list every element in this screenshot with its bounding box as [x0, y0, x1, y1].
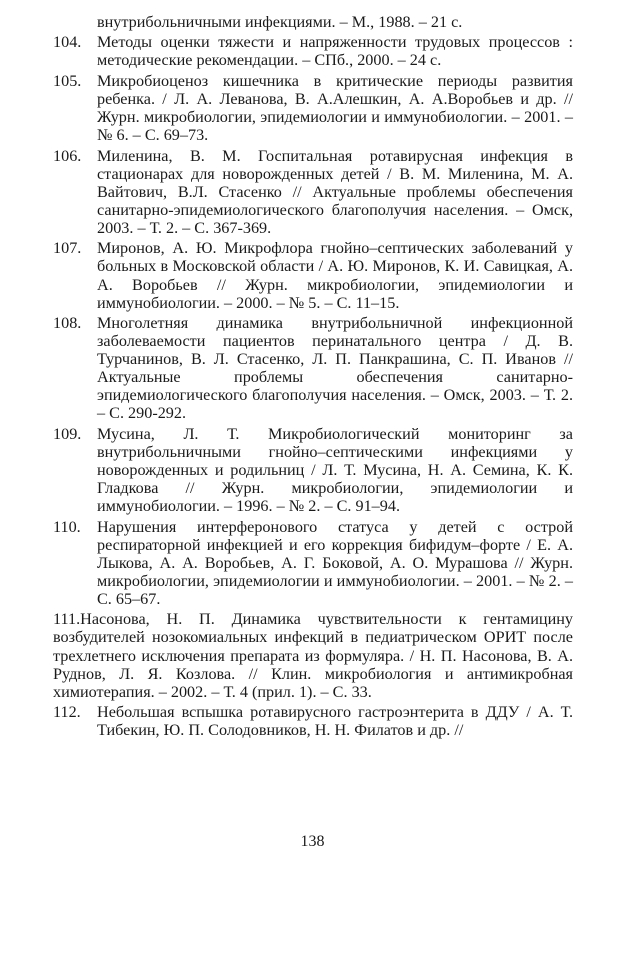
bibliography-entry-109	[53, 425, 573, 515]
entry-number: 107.	[53, 239, 82, 258]
entry-text: Методы оценки тяжести и напряженности трудовых процессов : методические рекомендации. – СПб., 2000. – 24 с.	[97, 33, 573, 70]
entry-text: Многолетняя динамика внутрибольничной инфекционной заболеваемости пациентов перинатального центра / Д. В. Турчанинов, В. Л. Стасенко, Л. П. Панкрашина, С. П. Иванов // Актуальные проблемы обеспечения санитарно-эпидемиологического благополучия населения. – Омск, 2003. – Т. 2. – С. 290-292.	[97, 313, 573, 423]
bibliography-entry-110	[53, 518, 573, 608]
bibliography-entry-112	[53, 703, 573, 739]
entry-text: Небольшая вспышка ротавирусного гастроэнтерита в ДДУ / А. Т. Тибекин, Ю. П. Солодовников, Н. Н. Филатов и др. //	[97, 703, 573, 740]
entry-number: 105.	[53, 71, 82, 90]
bibliography-entry-continuation	[53, 13, 573, 31]
entry-number: 106.	[53, 146, 82, 165]
entry-text: Нарушения интерферонового статуса у детей с острой респираторной инфекцией и его коррекция бифидум–форте / Е. А. Лыкова, А. А. Воробьев, А. Г. Боковой, А. О. Мурашова // Журн. микробиологии, эпидемиологии и иммунобиологии. – 2001. – № 2. – С. 65–67.	[97, 517, 573, 608]
entry-text: Микробиоценоз кишечника в критические периоды развития ребенка. / Л. А. Леванова, В. А.Алешкин, А. А.Воробьев и др. // Журн. микробиологии, эпидемиологии и иммунобиологии. – 2001. – № 6. – С. 69–73.	[97, 71, 573, 145]
entry-number: 110.	[53, 517, 81, 536]
bibliography-entry-108	[53, 314, 573, 423]
page-number: 138	[300, 833, 325, 850]
entry-text: внутрибольничными инфекциями. – М., 1988. – 21 с.	[97, 13, 463, 31]
bibliography-entry-105	[53, 72, 573, 144]
entry-number: 112.	[53, 703, 81, 722]
entry-text: Миленина, В. М. Госпитальная ротавирусная инфекция в стационарах для новорожденных детей / В. М. Миленина, М. А. Вайтович, В.Л. Стасенко // Актуальные проблемы обеспечения санитарно-эпидемиологического благополучия населения. – Омск, 2003. – Т. 2. – С. 367-369.	[97, 146, 573, 237]
bibliography-entry-106	[53, 147, 573, 237]
entry-number: 104.	[53, 33, 82, 52]
bibliography-entry-111	[53, 610, 573, 700]
bibliography-entry-107	[53, 239, 573, 311]
entry-text: Миронов, А. Ю. Микрофлора гнойно–септических заболеваний у больных в Московской области / А. Ю. Миронов, К. И. Савицкая, А. А. Воробьев // Журн. микробиологии, эпидемиологии и иммунобиологии. – 2000. – № 5. – С. 11–15.	[97, 239, 573, 312]
entry-number: 108.	[53, 313, 82, 332]
entry-text: Мусина, Л. Т. Микробиологический мониторинг за внутрибольничными гнойно–септическими инфекциями у новорожденных и родильниц / Л. Т. Мусина, Н. А. Семина, К. К. Гладкова // Журн. микробиологии, эпидемиологии и иммунобиологии. – 1996. – № 2. – С. 91–94.	[97, 424, 573, 516]
bibliography-entry-104	[53, 33, 573, 69]
entry-text: Насонова, Н. П. Динамика чувствительности к гентамицину возбудителей нозокомиальных инфекций в педиатрическом ОРИТ после трехлетнего исключения препарата из формуляра. / Н. П. Насонова, В. А. Руднов, Л. Я. Козлова. // Клин. микробиология и антимикробная химиотерапия. – 2002. – Т. 4 (прил. 1). – С. 33.	[53, 610, 573, 701]
bibliography-list	[53, 13, 573, 742]
entry-number: 109.	[53, 424, 82, 443]
entry-number: 111.	[53, 610, 81, 629]
